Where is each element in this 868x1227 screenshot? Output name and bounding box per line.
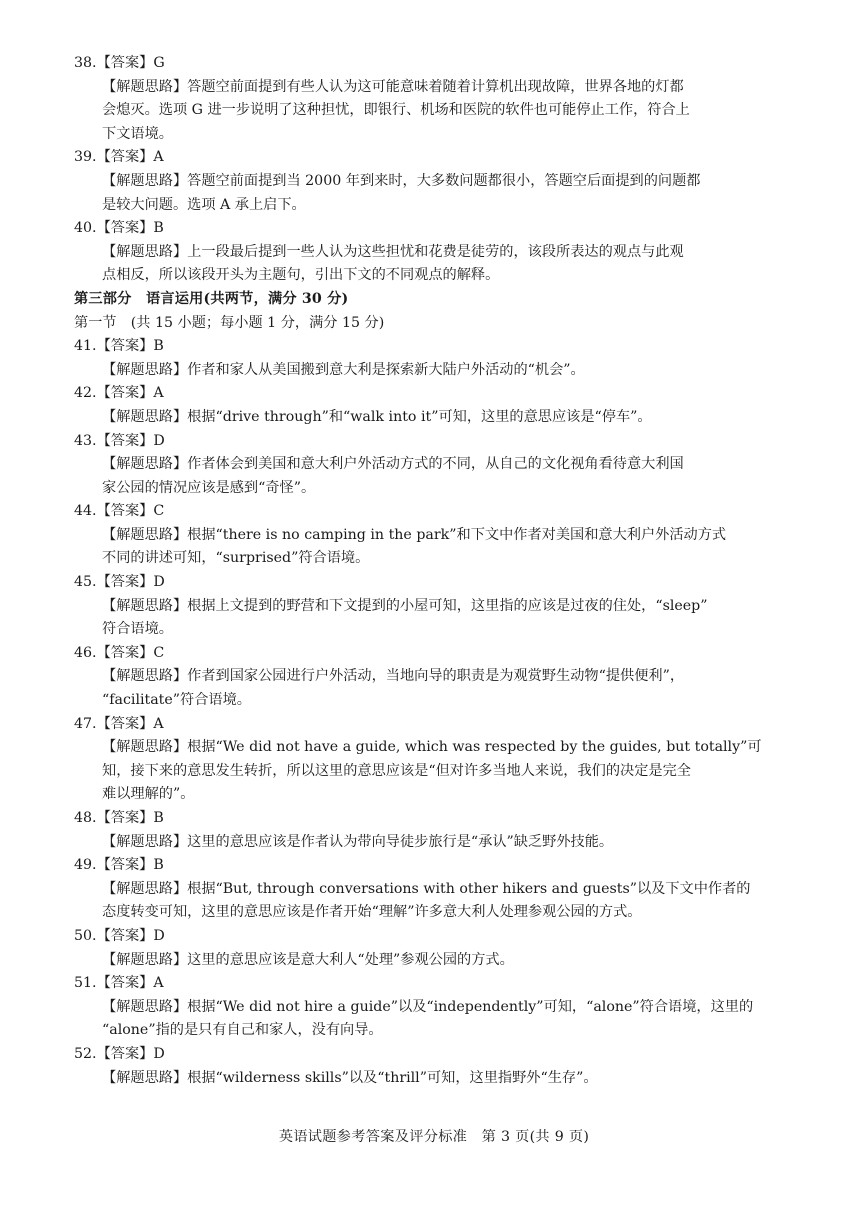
- question-number: 49.: [74, 857, 97, 874]
- answer-label: 【答案】B: [96, 338, 164, 355]
- reasoning-line: 家公园的情况应该是感到“奇怪”。: [102, 479, 316, 496]
- reasoning-line: “alone”指的是只有自己和家人，没有向导。: [102, 1022, 383, 1039]
- question-number: 40.: [74, 220, 97, 237]
- reasoning-line: 【解题思路】根据“wilderness skills”以及“thrill”可知，这里指野外“生存”。: [102, 1069, 598, 1086]
- answer-label: 【答案】A: [96, 149, 164, 166]
- answer-label: 【答案】D: [96, 1045, 165, 1062]
- question-number: 46.: [74, 644, 97, 661]
- answer-label: 【答案】D: [96, 432, 165, 449]
- reasoning-line: 【解题思路】答题空前面提到有些人认为这可能意味着随着计算机出现故障，世界各地的灯都: [102, 78, 684, 95]
- reasoning-line: 会熄灭。选项 G 进一步说明了这种担忧，即银行、机场和医院的软件也可能停止工作，符合上: [102, 102, 690, 119]
- question-number: 43.: [74, 432, 97, 449]
- answer-items-group-2: [74, 335, 796, 1090]
- reasoning-line: “facilitate”符合语境。: [102, 692, 251, 709]
- answer-label: 【答案】G: [96, 55, 165, 71]
- answer-label: 【答案】C: [96, 644, 165, 661]
- reasoning-line: 【解题思路】根据“there is no camping in the park”和下文中作者对美国和意大利户外活动方式: [102, 526, 727, 543]
- answer-label: 【答案】A: [96, 385, 164, 402]
- page-footer: 英语试题参考答案及评分标准 第 3 页(共 9 页): [278, 1129, 590, 1145]
- reasoning-line: 知，接下来的意思发生转折，所以这里的意思应该是“但对许多当地人来说，我们的决定是完全: [102, 762, 691, 779]
- reasoning-line: 【解题思路】上一段最后提到一些人认为这些担忧和花费是徒劳的，该段所表达的观点与此观: [102, 243, 684, 260]
- answer-item-header: [74, 500, 796, 524]
- question-number: 47.: [74, 715, 97, 732]
- question-number: 39.: [74, 149, 97, 166]
- section-title: 第一节 (共 15 小题；每小题 1 分，满分 15 分): [74, 314, 385, 331]
- answer-label: 【答案】A: [96, 975, 164, 992]
- question-number: 51.: [74, 975, 97, 992]
- question-number: 50.: [74, 927, 97, 944]
- answer-item-header: [74, 430, 796, 454]
- question-number: 38.: [74, 55, 97, 71]
- question-number: 42.: [74, 385, 97, 402]
- answer-document: [74, 52, 796, 1090]
- answer-item-header: [74, 571, 796, 595]
- answer-label: 【答案】B: [96, 857, 164, 874]
- part-title: 第三部分 语言运用(共两节，满分 30 分): [74, 290, 349, 307]
- reasoning-line: 态度转变可知，这里的意思应该是作者开始“理解”许多意大利人处理参观公园的方式。: [102, 904, 642, 921]
- answer-item-header: [74, 854, 796, 878]
- answer-item-header: [74, 713, 796, 737]
- reasoning-line: 【解题思路】这里的意思应该是作者认为带向导徒步旅行是“承认”缺乏野外技能。: [102, 833, 614, 850]
- answer-item-header: [74, 972, 796, 996]
- answer-item-header: [74, 146, 796, 170]
- reasoning-line: 【解题思路】这里的意思应该是意大利人“处理”参观公园的方式。: [102, 951, 514, 968]
- reasoning-line: 难以理解的”。: [102, 786, 195, 803]
- reasoning-line: 【解题思路】作者和家人从美国搬到意大利是探索新大陆户外活动的“机会”。: [102, 361, 585, 378]
- answer-label: 【答案】B: [96, 220, 164, 237]
- question-number: 45.: [74, 574, 97, 591]
- reasoning-line: 【解题思路】根据“We did not hire a guide”以及“independently”可知，“alone”符合语境，这里的: [102, 998, 754, 1015]
- answer-item-header: [74, 807, 796, 831]
- reasoning-line: 符合语境。: [102, 621, 173, 638]
- reasoning-line: 【解题思路】根据上文提到的野营和下文提到的小屋可知，这里指的应该是过夜的住处，“sleep”: [102, 597, 708, 614]
- reasoning-line: 不同的讲述可知，“surprised”符合语境。: [102, 550, 370, 567]
- answer-label: 【答案】D: [96, 927, 165, 944]
- reasoning-line: 下文语境。: [102, 125, 173, 142]
- reasoning-line: 【解题思路】作者体会到美国和意大利户外活动方式的不同，从自己的文化视角看待意大利国: [102, 456, 684, 473]
- answer-item-header: [74, 925, 796, 949]
- answer-items-group-1: [74, 52, 796, 288]
- answer-item-header: [74, 52, 796, 76]
- answer-item-header: [74, 1043, 796, 1067]
- reasoning-line: 【解题思路】根据“We did not have a guide, which was respected by the guides, but totally”可: [102, 739, 762, 756]
- reasoning-line: 【解题思路】答题空前面提到当 2000 年到来时，大多数问题都很小，答题空后面提到的问题都: [102, 172, 701, 189]
- reasoning-line: 【解题思路】根据“drive through”和“walk into it”可知，这里的意思应该是“停车”。: [102, 408, 652, 425]
- question-number: 48.: [74, 810, 97, 826]
- reasoning-line: 点相反，所以该段开头为主题句，引出下文的不同观点的解释。: [102, 267, 500, 284]
- answer-item-header: [74, 382, 796, 406]
- answer-label: 【答案】D: [96, 574, 165, 591]
- reasoning-line: 是较大问题。选项 A 承上启下。: [102, 196, 306, 213]
- answer-label: 【答案】A: [96, 715, 164, 732]
- question-number: 44.: [74, 503, 97, 520]
- answer-label: 【答案】B: [96, 810, 164, 826]
- answer-item-header: [74, 335, 796, 359]
- answer-item-header: [74, 217, 796, 241]
- question-number: 41.: [74, 338, 97, 355]
- answer-item-header: [74, 642, 796, 666]
- reasoning-line: 【解题思路】根据“But, through conversations with other hikers and guests”以及下文中作者的: [102, 880, 751, 897]
- answer-label: 【答案】C: [96, 503, 165, 520]
- question-number: 52.: [74, 1045, 97, 1062]
- reasoning-line: 【解题思路】作者到国家公园进行户外活动，当地向导的职责是为观赏野生动物“提供便利”，: [102, 668, 685, 685]
